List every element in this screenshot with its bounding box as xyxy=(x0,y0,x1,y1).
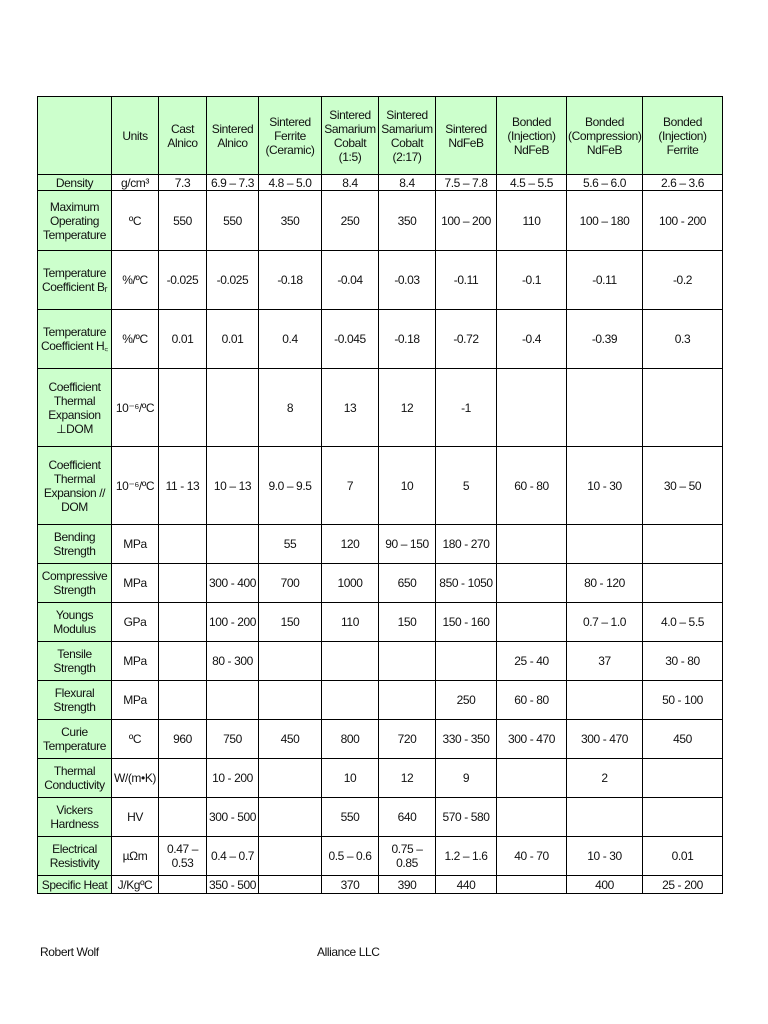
value-cell: 450 xyxy=(259,720,322,759)
value-cell xyxy=(497,525,567,564)
value-cell: 12 xyxy=(379,759,436,798)
value-cell xyxy=(159,603,207,642)
table-row xyxy=(38,369,723,447)
value-cell: 9.0 – 9.5 xyxy=(259,447,322,525)
value-cell xyxy=(567,798,643,837)
units-cell: MPa xyxy=(112,642,159,681)
value-cell xyxy=(159,876,207,894)
header-corner xyxy=(38,97,112,175)
value-cell: -0.1 xyxy=(497,251,567,310)
value-cell: 10 xyxy=(379,447,436,525)
value-cell xyxy=(643,564,723,603)
value-cell: 640 xyxy=(379,798,436,837)
value-cell: 60 - 80 xyxy=(497,681,567,720)
value-cell: 110 xyxy=(497,191,567,251)
value-cell: 350 - 500 xyxy=(207,876,259,894)
footer-author: Robert Wolf xyxy=(40,945,99,959)
value-cell xyxy=(497,369,567,447)
value-cell: -0.72 xyxy=(436,310,497,369)
value-cell: 550 xyxy=(322,798,379,837)
value-cell: 6.9 – 7.3 xyxy=(207,175,259,191)
table-row xyxy=(38,175,723,191)
value-cell xyxy=(643,525,723,564)
property-name: Thermal Conductivity xyxy=(38,759,112,798)
value-cell xyxy=(497,564,567,603)
table-header-row xyxy=(38,97,723,175)
table-row xyxy=(38,759,723,798)
value-cell: 0.47 – 0.53 xyxy=(159,837,207,876)
value-cell: 150 - 160 xyxy=(436,603,497,642)
value-cell xyxy=(379,681,436,720)
value-cell: -0.025 xyxy=(207,251,259,310)
units-cell: 10⁻⁶/ºC xyxy=(112,447,159,525)
value-cell xyxy=(567,369,643,447)
value-cell: 8 xyxy=(259,369,322,447)
value-cell xyxy=(159,798,207,837)
value-cell: 350 xyxy=(259,191,322,251)
value-cell: 850 - 1050 xyxy=(436,564,497,603)
units-cell: MPa xyxy=(112,525,159,564)
footer-company: Alliance LLC xyxy=(317,945,380,959)
table-row xyxy=(38,837,723,876)
units-cell: µΩm xyxy=(112,837,159,876)
value-cell xyxy=(643,759,723,798)
value-cell xyxy=(259,681,322,720)
value-cell xyxy=(259,642,322,681)
value-cell: 10 xyxy=(322,759,379,798)
value-cell: 0.75 – 0.85 xyxy=(379,837,436,876)
value-cell xyxy=(159,525,207,564)
value-cell: -0.04 xyxy=(322,251,379,310)
units-cell: MPa xyxy=(112,564,159,603)
value-cell: 8.4 xyxy=(322,175,379,191)
value-cell xyxy=(207,681,259,720)
value-cell: 50 - 100 xyxy=(643,681,723,720)
column-header: Bonded (Injection) Ferrite xyxy=(643,97,723,175)
value-cell: 800 xyxy=(322,720,379,759)
value-cell xyxy=(497,876,567,894)
value-cell: -0.025 xyxy=(159,251,207,310)
property-name: Coefficient Thermal Expansion // DOM xyxy=(38,447,112,525)
property-name: Bending Strength xyxy=(38,525,112,564)
value-cell: 13 xyxy=(322,369,379,447)
property-name: Density xyxy=(38,175,112,191)
value-cell: 55 xyxy=(259,525,322,564)
units-cell: 10⁻⁶/ºC xyxy=(112,369,159,447)
value-cell: -0.11 xyxy=(567,251,643,310)
value-cell xyxy=(567,525,643,564)
units-cell: HV xyxy=(112,798,159,837)
value-cell: -0.045 xyxy=(322,310,379,369)
value-cell xyxy=(497,603,567,642)
value-cell xyxy=(322,642,379,681)
table-row xyxy=(38,447,723,525)
property-name: Electrical Resistivity xyxy=(38,837,112,876)
value-cell: 440 xyxy=(436,876,497,894)
property-name: Coefficient Thermal Expansion ⊥DOM xyxy=(38,369,112,447)
value-cell: 180 - 270 xyxy=(436,525,497,564)
table-row xyxy=(38,798,723,837)
table-row xyxy=(38,681,723,720)
value-cell: -1 xyxy=(436,369,497,447)
value-cell: 330 - 350 xyxy=(436,720,497,759)
value-cell: 0.4 xyxy=(259,310,322,369)
value-cell: 300 - 470 xyxy=(567,720,643,759)
value-cell: 4.5 – 5.5 xyxy=(497,175,567,191)
value-cell: 8.4 xyxy=(379,175,436,191)
table-row xyxy=(38,720,723,759)
value-cell: 30 – 50 xyxy=(643,447,723,525)
units-cell: GPa xyxy=(112,603,159,642)
property-name: Maximum Operating Temperature xyxy=(38,191,112,251)
value-cell xyxy=(259,798,322,837)
table-row xyxy=(38,876,723,894)
value-cell: 550 xyxy=(207,191,259,251)
value-cell: 10 - 200 xyxy=(207,759,259,798)
value-cell: 10 - 30 xyxy=(567,837,643,876)
units-cell: %/ºC xyxy=(112,251,159,310)
value-cell: 390 xyxy=(379,876,436,894)
value-cell: 4.8 – 5.0 xyxy=(259,175,322,191)
value-cell: -0.18 xyxy=(259,251,322,310)
value-cell: 550 xyxy=(159,191,207,251)
units-cell: ºC xyxy=(112,720,159,759)
value-cell: 450 xyxy=(643,720,723,759)
table-row xyxy=(38,564,723,603)
units-cell: %/ºC xyxy=(112,310,159,369)
value-cell xyxy=(497,798,567,837)
value-cell xyxy=(643,798,723,837)
value-cell: 720 xyxy=(379,720,436,759)
value-cell: 80 - 300 xyxy=(207,642,259,681)
value-cell: 0.4 – 0.7 xyxy=(207,837,259,876)
value-cell: 0.7 – 1.0 xyxy=(567,603,643,642)
property-name: Curie Temperature xyxy=(38,720,112,759)
property-name: Flexural Strength xyxy=(38,681,112,720)
property-name: Specific Heat xyxy=(38,876,112,894)
value-cell: 1000 xyxy=(322,564,379,603)
table-row xyxy=(38,603,723,642)
value-cell xyxy=(497,759,567,798)
property-name: Vickers Hardness xyxy=(38,798,112,837)
value-cell: -0.2 xyxy=(643,251,723,310)
value-cell: 1.2 – 1.6 xyxy=(436,837,497,876)
value-cell: 0.3 xyxy=(643,310,723,369)
value-cell: 11 - 13 xyxy=(159,447,207,525)
value-cell: 300 - 500 xyxy=(207,798,259,837)
property-name: Tensile Strength xyxy=(38,642,112,681)
property-name: Compressive Strength xyxy=(38,564,112,603)
value-cell: 120 xyxy=(322,525,379,564)
value-cell: 100 - 200 xyxy=(207,603,259,642)
property-name: Temperature Coefficient Bᵣ xyxy=(38,251,112,310)
value-cell: 100 – 180 xyxy=(567,191,643,251)
value-cell: 2 xyxy=(567,759,643,798)
value-cell xyxy=(379,642,436,681)
value-cell: 0.01 xyxy=(207,310,259,369)
value-cell: 150 xyxy=(259,603,322,642)
table-row xyxy=(38,251,723,310)
value-cell: 570 - 580 xyxy=(436,798,497,837)
value-cell xyxy=(207,525,259,564)
value-cell: 40 - 70 xyxy=(497,837,567,876)
units-cell: W/(m•K) xyxy=(112,759,159,798)
value-cell xyxy=(159,564,207,603)
value-cell: 7.5 – 7.8 xyxy=(436,175,497,191)
value-cell xyxy=(436,642,497,681)
value-cell: 60 - 80 xyxy=(497,447,567,525)
value-cell: 7 xyxy=(322,447,379,525)
value-cell: 150 xyxy=(379,603,436,642)
column-header: Units xyxy=(112,97,159,175)
value-cell: 2.6 – 3.6 xyxy=(643,175,723,191)
value-cell: 400 xyxy=(567,876,643,894)
value-cell: 0.01 xyxy=(159,310,207,369)
value-cell xyxy=(322,681,379,720)
value-cell: 37 xyxy=(567,642,643,681)
value-cell: 100 - 200 xyxy=(643,191,723,251)
value-cell xyxy=(159,681,207,720)
value-cell: 0.5 – 0.6 xyxy=(322,837,379,876)
column-header: Sintered Alnico xyxy=(207,97,259,175)
value-cell: 10 - 30 xyxy=(567,447,643,525)
value-cell: 960 xyxy=(159,720,207,759)
value-cell: 9 xyxy=(436,759,497,798)
value-cell: 350 xyxy=(379,191,436,251)
units-cell: ºC xyxy=(112,191,159,251)
value-cell: -0.18 xyxy=(379,310,436,369)
value-cell: 4.0 – 5.5 xyxy=(643,603,723,642)
value-cell: 7.3 xyxy=(159,175,207,191)
column-header: Sintered Ferrite (Ceramic) xyxy=(259,97,322,175)
value-cell: 700 xyxy=(259,564,322,603)
table-row xyxy=(38,310,723,369)
column-header: Sintered NdFeB xyxy=(436,97,497,175)
units-cell: MPa xyxy=(112,681,159,720)
value-cell: 300 - 400 xyxy=(207,564,259,603)
value-cell: 12 xyxy=(379,369,436,447)
value-cell: 370 xyxy=(322,876,379,894)
value-cell xyxy=(159,642,207,681)
value-cell: -0.11 xyxy=(436,251,497,310)
value-cell: 650 xyxy=(379,564,436,603)
value-cell: 100 – 200 xyxy=(436,191,497,251)
value-cell: 30 - 80 xyxy=(643,642,723,681)
value-cell: 10 – 13 xyxy=(207,447,259,525)
table-row xyxy=(38,525,723,564)
value-cell xyxy=(159,759,207,798)
value-cell: -0.4 xyxy=(497,310,567,369)
properties-table xyxy=(37,96,723,894)
column-header: Bonded (Compression) NdFeB xyxy=(567,97,643,175)
value-cell: 250 xyxy=(436,681,497,720)
column-header: Sintered Samarium Cobalt (1:5) xyxy=(322,97,379,175)
value-cell: 25 - 40 xyxy=(497,642,567,681)
value-cell xyxy=(259,876,322,894)
value-cell: 5.6 – 6.0 xyxy=(567,175,643,191)
value-cell: 80 - 120 xyxy=(567,564,643,603)
value-cell xyxy=(207,369,259,447)
value-cell: -0.39 xyxy=(567,310,643,369)
value-cell: 750 xyxy=(207,720,259,759)
table-row xyxy=(38,191,723,251)
value-cell xyxy=(159,369,207,447)
value-cell: 300 - 470 xyxy=(497,720,567,759)
column-header: Cast Alnico xyxy=(159,97,207,175)
value-cell: 90 – 150 xyxy=(379,525,436,564)
value-cell: 250 xyxy=(322,191,379,251)
value-cell xyxy=(259,837,322,876)
value-cell xyxy=(643,369,723,447)
property-name: Temperature Coefficient H꜀ xyxy=(38,310,112,369)
value-cell: -0.03 xyxy=(379,251,436,310)
value-cell: 110 xyxy=(322,603,379,642)
property-name: Youngs Modulus xyxy=(38,603,112,642)
value-cell: 0.01 xyxy=(643,837,723,876)
units-cell: g/cm³ xyxy=(112,175,159,191)
table-row xyxy=(38,642,723,681)
column-header: Sintered Samarium Cobalt (2:17) xyxy=(379,97,436,175)
column-header: Bonded (Injection) NdFeB xyxy=(497,97,567,175)
value-cell: 5 xyxy=(436,447,497,525)
value-cell xyxy=(567,681,643,720)
value-cell: 25 - 200 xyxy=(643,876,723,894)
value-cell xyxy=(259,759,322,798)
units-cell: J/KgºC xyxy=(112,876,159,894)
